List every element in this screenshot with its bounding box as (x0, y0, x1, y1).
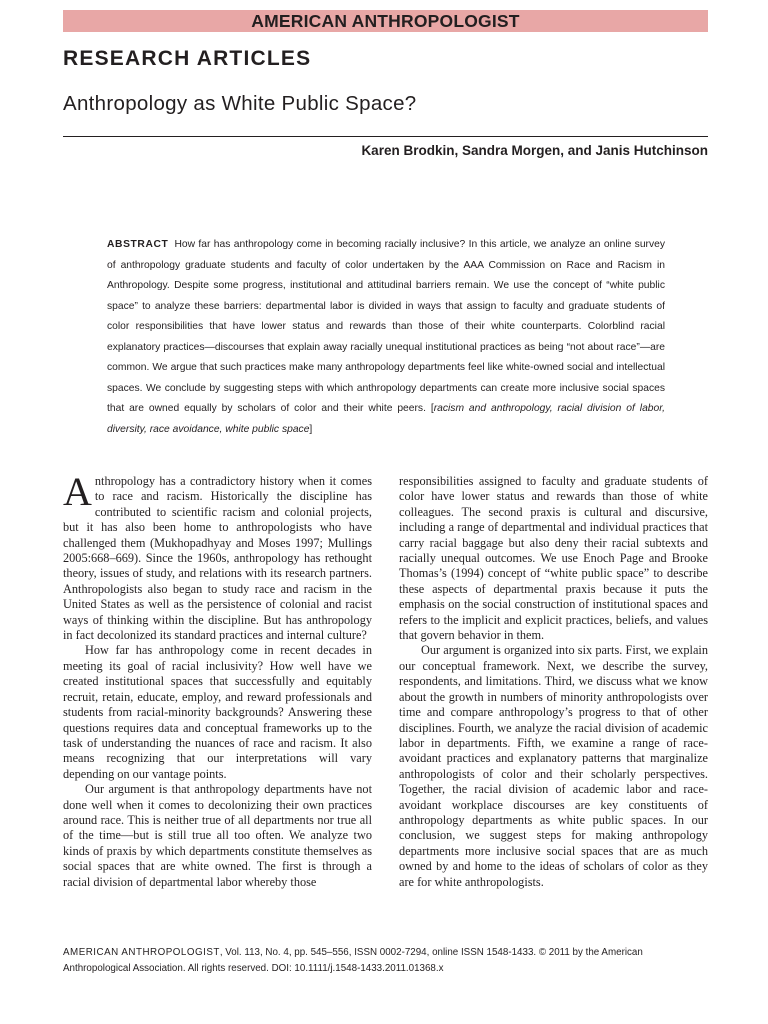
citation-footer (63, 945, 708, 977)
keywords-open: [ (425, 403, 434, 414)
article-title: Anthropology as White Public Space? (63, 92, 417, 115)
drop-cap: A (63, 469, 92, 514)
title-rule (63, 136, 708, 137)
paragraph-3: Our argument is that anthropology departments have not done well when it comes to decolonizing their own practices around race. This is neither true of all departments nor true all of the time—but is still true all too often. We analyze two kinds of praxis by which departments constitute themselves as social spaces that are white owned. The first is through a racial division of departmental labor whereby those (63, 782, 372, 889)
paragraph-2: How far has anthropology come in recent decades in meeting its goal of racial inclusivity? How well have we created institutional spaces that successfully and equitably recruit, retain, educate, employ, and reward professionals and students from racial-minority backgrounds? Answering these questions requires data and conceptual frameworks up to the task of understanding the nuances of race and racism. It also means recognizing that our interpretations will vary depending on our vantage points. (63, 643, 372, 781)
keywords-close: ] (309, 423, 313, 435)
abstract-text: How far has anthropology come in becoming racially inclusive? In this article, we analyze an online survey of anthropology graduate students and faculty of color undertaken by the AAA Commission on Race and Racism in Anthropology. Despite some progress, institutional and attitudinal barriers remain. We use the concept of “white public space” to analyze these barriers: departmental labor is divided in ways that assign to faculty and graduate students of color responsibilities that have lower status and rewards than those of their white counterparts. Colorblind racial explanatory practices—discourses that explain away racially unequal institutional practices as being “not about race”—are common. We argue that such practices make many anthropology departments feel like white-owned social and intellectual spaces. We conclude by suggesting steps with which anthropology departments can create more inclusive social spaces that are owned equally by scholars of color and their white peers. (107, 239, 665, 414)
body-column-left (63, 469, 372, 890)
paragraph-4: responsibilities assigned to faculty and graduate students of color have lower status and rewards than those of white colleagues. The second praxis is cultural and discursive, including a range of departmental and individual practices that carry racial baggage but also deny their racial subtexts and racially unequal outcomes. We use Enoch Page and Brooke Thomas’s (1994) concept of “white public space” to describe these aspects of departmental praxis because it puts the emphasis on the social construction of institutional spaces and refers to the implicit and explicit practices, beliefs, and values that govern behavior in them. (399, 474, 708, 643)
paragraph-1 (63, 469, 372, 643)
journal-banner: AMERICAN ANTHROPOLOGIST (63, 10, 708, 32)
keywords: racism and anthropology, racial division of labor, diversity, race avoidance, white public space (107, 403, 665, 435)
paragraph-1-text: nthropology has a contradictory history when it comes to race and racism. Historically the discipline has contributed to scientific racism and colonial projects, but it has also been home to anthropologists who have challenged them (Mukhopadhyay and Moses 1997; Mullings 2005:668–669). Since the 1960s, anthropology has rethought theory, issues of study, and relations with its research partners. Anthropologists also began to study race and racism in the United States as well as the persistence of colonial and racist ways of thinking within the discipline. But has anthropology in fact decolonized its standard practices and internal culture? (63, 474, 372, 643)
body-column-right (399, 474, 708, 890)
section-title: RESEARCH ARTICLES (63, 47, 312, 70)
footer-journal: AMERICAN ANTHROPOLOGIST (63, 947, 220, 958)
paragraph-5: Our argument is organized into six parts. First, we explain our conceptual framework. Next, we describe the survey, respondents, and limitations. Third, we discuss what we know about the growth in numbers of minority anthropologists over time and compare anthropology’s progress to that of other disciplines. Fourth, we analyze the racial division of academic labor in departments. Fifth, we examine a range of race-avoidant practices and explanatory patterns that marginalize anthropologists of color and their scholarly perspectives. Together, the racial division of academic labor and race-avoidant workplace discourses are key constituents of anthropology departments as white public spaces. In our conclusion, we suggest steps for making anthropology departments more inclusive social spaces that are as much owned by and home to the ideas of scholars of color as they are for white anthropologists. (399, 643, 708, 889)
footer-citation: , Vol. 113, No. 4, pp. 545–556, ISSN 0002-7294, online ISSN 1548-1433. © 2011 by the American Anthropological Association. All rights reserved. DOI: 10.1111/j.1548-1433.2011.01368.x (63, 947, 643, 974)
author-list: Karen Brodkin, Sandra Morgen, and Janis Hutchinson (361, 143, 708, 158)
abstract (107, 235, 665, 440)
abstract-label: ABSTRACT (107, 239, 169, 250)
